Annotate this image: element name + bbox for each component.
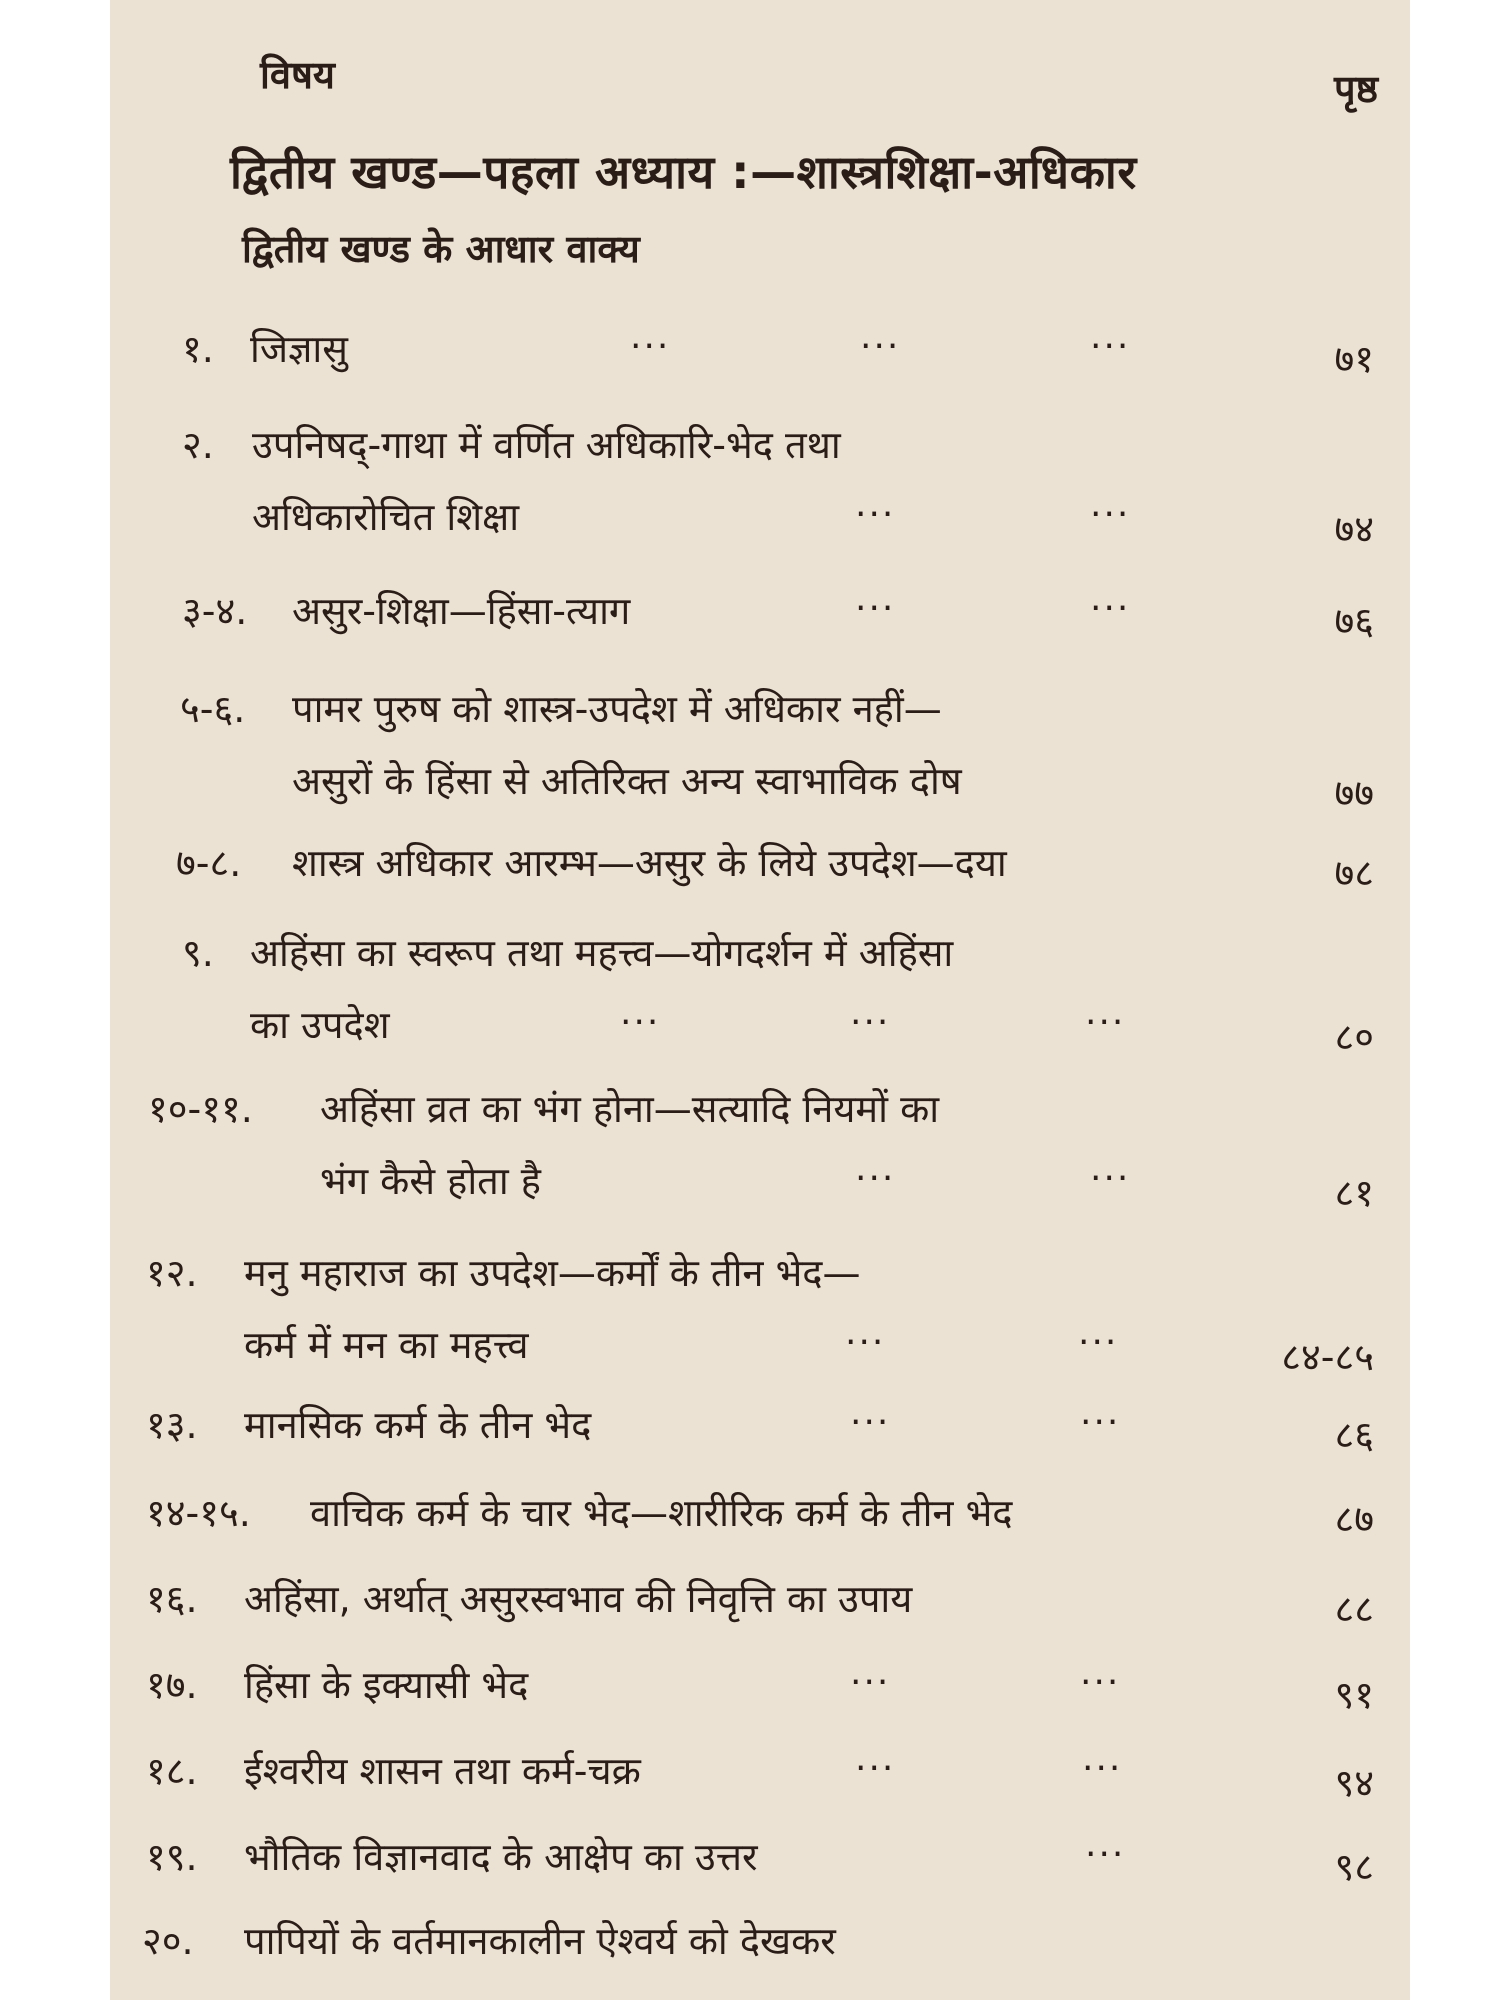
entry-number: ७-८. xyxy=(176,841,242,885)
entry-title-line: कर्म में मन का महत्त्व xyxy=(244,1323,529,1367)
entry-title: शास्त्र अधिकार आरम्भ—असुर के लिये उपदेश—दया xyxy=(292,841,1007,885)
leader-dots: ... xyxy=(1080,1392,1121,1433)
entry-title-line: असुरों के हिंसा से अतिरिक्त अन्य स्वाभाविक दोष xyxy=(292,759,962,803)
entry-title: जिज्ञासु xyxy=(250,327,348,371)
book-page xyxy=(110,0,1410,2000)
leader-dots: ... xyxy=(620,992,661,1033)
entry-title-line: पामर पुरुष को शास्त्र-उपदेश में अधिकार नहीं— xyxy=(292,687,942,731)
entry-title-line: अधिकारोचित शिक्षा xyxy=(252,495,520,539)
entry-number: १९. xyxy=(146,1835,198,1879)
leader-dots: ... xyxy=(1078,1312,1119,1353)
entry-number: १८. xyxy=(146,1749,198,1793)
page-column-header: पृष्ठ xyxy=(1334,67,1378,111)
leader-dots: ... xyxy=(850,1392,891,1433)
entry-number: ३-४. xyxy=(182,589,248,633)
entry-page: ९४ xyxy=(1334,1761,1374,1805)
entry-title: हिंसा के इक्यासी भेद xyxy=(244,1663,529,1707)
subject-column-header: विषय xyxy=(260,53,335,97)
leader-dots: ... xyxy=(1082,1738,1123,1779)
entry-number: २. xyxy=(182,423,214,467)
entry-page: ९१ xyxy=(1334,1673,1374,1717)
entry-page: ७१ xyxy=(1334,337,1374,381)
entry-title-line: का उपदेश xyxy=(250,1003,390,1047)
entry-number: १२. xyxy=(146,1251,198,1295)
leader-dots: ... xyxy=(855,1148,896,1189)
entry-number: १४-१५. xyxy=(146,1491,251,1535)
leader-dots: ... xyxy=(1090,316,1131,357)
entry-page: ८७ xyxy=(1334,1497,1374,1541)
entry-number: १६. xyxy=(146,1577,198,1621)
leader-dots: ... xyxy=(1090,484,1131,525)
entry-title: भौतिक विज्ञानवाद के आक्षेप का उत्तर xyxy=(244,1835,758,1879)
entry-number: १३. xyxy=(146,1403,198,1447)
leader-dots: ... xyxy=(860,316,901,357)
entry-page: ७७ xyxy=(1334,771,1374,815)
entry-number: ५-६. xyxy=(180,687,246,731)
entry-page: ८६ xyxy=(1334,1413,1374,1457)
entry-page: ९८ xyxy=(1334,1845,1374,1889)
leader-dots: ... xyxy=(1085,992,1126,1033)
leader-dots: ... xyxy=(1090,578,1131,619)
entry-title: मानसिक कर्म के तीन भेद xyxy=(244,1403,592,1447)
entry-number: १. xyxy=(182,327,214,371)
entry-number: ९. xyxy=(182,931,214,975)
leader-dots: ... xyxy=(850,1652,891,1693)
entry-title-line: अहिंसा व्रत का भंग होना—सत्यादि नियमों का xyxy=(320,1087,940,1131)
entry-number: १०-११. xyxy=(148,1087,253,1131)
entry-page: ८४-८५ xyxy=(1281,1335,1374,1379)
entry-title: असुर-शिक्षा—हिंसा-त्याग xyxy=(292,589,631,633)
entry-number: २०. xyxy=(142,1919,194,1963)
entry-page: ७६ xyxy=(1334,599,1374,643)
entry-title-line: भंग कैसे होता है xyxy=(320,1159,541,1203)
entry-number: १७. xyxy=(146,1663,198,1707)
leader-dots: ... xyxy=(1080,1652,1121,1693)
entry-page: ७८ xyxy=(1334,851,1374,895)
leader-dots: ... xyxy=(855,1738,896,1779)
entry-title-line: मनु महाराज का उपदेश—कर्मों के तीन भेद— xyxy=(244,1251,861,1295)
entry-title: वाचिक कर्म के चार भेद—शारीरिक कर्म के तीन भेद xyxy=(310,1491,1013,1535)
entry-title: अहिंसा, अर्थात् असुरस्वभाव की निवृत्ति का उपाय xyxy=(244,1577,913,1621)
entry-page: ८१ xyxy=(1334,1171,1374,1215)
leader-dots: ... xyxy=(855,578,896,619)
leader-dots: ... xyxy=(855,484,896,525)
entry-page: ८८ xyxy=(1334,1587,1374,1631)
section-title: द्वितीय खण्ड—पहला अध्याय :—शास्त्रशिक्षा-अधिकार xyxy=(230,145,1137,199)
entry-title: पापियों के वर्तमानकालीन ऐश्वर्य को देखकर xyxy=(244,1919,836,1963)
entry-page: ८० xyxy=(1334,1015,1374,1059)
leader-dots: ... xyxy=(1085,1824,1126,1865)
entry-page: ७४ xyxy=(1334,507,1374,551)
entry-title: ईश्वरीय शासन तथा कर्म-चक्र xyxy=(244,1749,641,1793)
entry-title-line: उपनिषद्-गाथा में वर्णित अधिकारि-भेद तथा xyxy=(252,423,841,467)
leader-dots: ... xyxy=(845,1312,886,1353)
leader-dots: ... xyxy=(1090,1148,1131,1189)
leader-dots: ... xyxy=(630,316,671,357)
entry-title-line: अहिंसा का स्वरूप तथा महत्त्व—योगदर्शन में अहिंसा xyxy=(250,931,954,975)
section-subtitle: द्वितीय खण्ड के आधार वाक्य xyxy=(242,227,640,271)
leader-dots: ... xyxy=(850,992,891,1033)
